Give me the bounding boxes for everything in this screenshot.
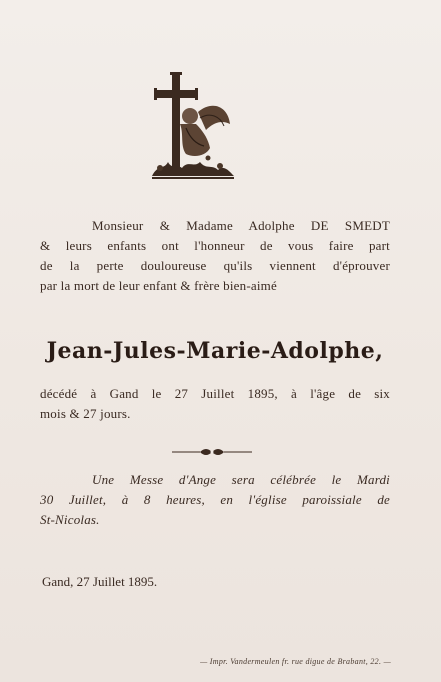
printer-imprint: — Impr. Vandermeulen fr. rue digue de Brabant, 22. — bbox=[200, 657, 391, 666]
intro-line-2: & leurs enfants ont l'honneur de vous faire part bbox=[40, 238, 390, 253]
deceased-name: Jean-Jules-Marie-Adolphe, bbox=[46, 338, 384, 364]
mass-line-1: Une Messe d'Ange sera célébrée le Mardi bbox=[92, 472, 390, 487]
place-and-date: Gand, 27 Juillet 1895. bbox=[42, 574, 158, 589]
mass-line-2: 30 Juillet, à 8 heures, en l'église paroissiale de bbox=[40, 492, 390, 507]
death-paragraph bbox=[40, 384, 390, 424]
death-line-1: décédé à Gand le 27 Juillet 1895, à l'âge de six bbox=[40, 386, 390, 401]
intro-line-1 bbox=[40, 216, 390, 236]
intro-line-1-text: Monsieur & Madame Adolphe DE SMEDT bbox=[92, 218, 390, 233]
mass-paragraph bbox=[40, 470, 390, 530]
announcement-paragraph bbox=[40, 216, 390, 296]
mass-line-3: St-Nicolas. bbox=[40, 512, 100, 527]
death-line-2: mois & 27 jours. bbox=[40, 406, 131, 421]
cross-with-angel-icon bbox=[150, 72, 236, 182]
intro-line-3: de la perte douloureuse qu'ils viennent d'éprouver bbox=[40, 258, 390, 273]
intro-line-4: par la mort de leur enfant & frère bien-aimé bbox=[40, 278, 277, 293]
divider-ornament bbox=[170, 447, 254, 457]
